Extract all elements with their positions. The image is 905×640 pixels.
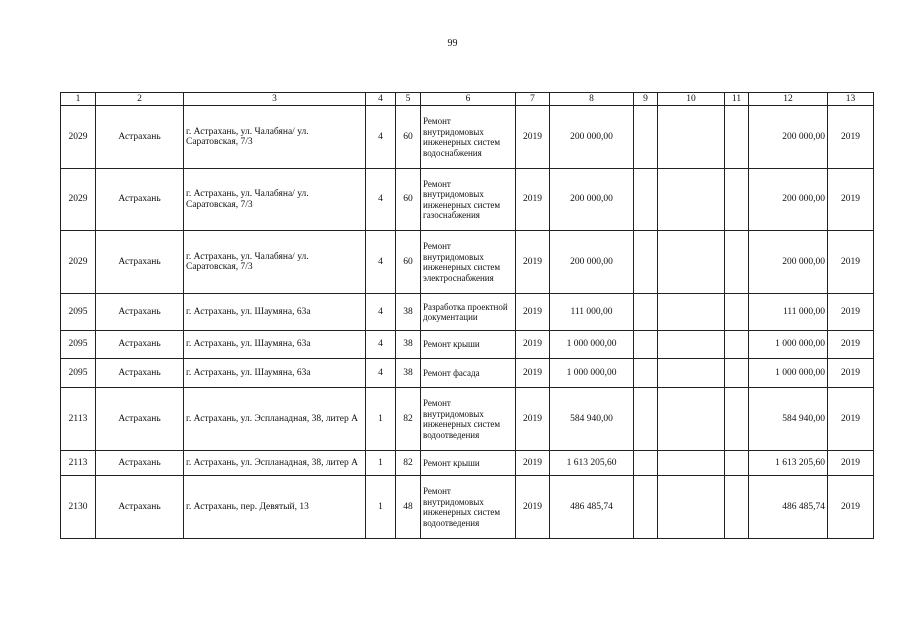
year-cell: 2019 [516, 476, 550, 539]
col10-cell [658, 331, 725, 359]
year-cell: 2019 [516, 294, 550, 331]
work-type-cell: Ремонт крыши [421, 331, 516, 359]
col4-cell: 4 [366, 294, 396, 331]
total-amount-cell: 1 000 000,00 [749, 359, 828, 388]
col5-cell: 60 [396, 231, 421, 294]
address-cell: г. Астрахань, ул. Эспланадная, 38, литер А [184, 388, 366, 451]
amount-cell: 1 613 205,60 [550, 451, 634, 476]
column-header: 1 [61, 93, 96, 106]
col10-cell [658, 231, 725, 294]
col4-cell: 4 [366, 106, 396, 169]
year-cell: 2019 [516, 359, 550, 388]
city-cell: Астрахань [96, 294, 184, 331]
address-cell: г. Астрахань, ул. Шаумяна, 63а [184, 294, 366, 331]
year-end-cell: 2019 [828, 106, 874, 169]
total-amount-cell: 486 485,74 [749, 476, 828, 539]
city-cell: Астрахань [96, 476, 184, 539]
amount-cell: 200 000,00 [550, 106, 634, 169]
table-row [61, 359, 874, 388]
col10-cell [658, 388, 725, 451]
col9-cell [634, 359, 658, 388]
year-end-cell: 2019 [828, 169, 874, 231]
row-id-cell: 2113 [61, 388, 96, 451]
table-row [61, 451, 874, 476]
col11-cell [725, 451, 749, 476]
table-row [61, 388, 874, 451]
col11-cell [725, 294, 749, 331]
work-type-cell: Ремонт внутридомовых инженерных систем водоотведения [421, 476, 516, 539]
city-cell: Астрахань [96, 106, 184, 169]
col4-cell: 4 [366, 359, 396, 388]
col9-cell [634, 106, 658, 169]
column-header: 2 [96, 93, 184, 106]
city-cell: Астрахань [96, 169, 184, 231]
column-number-row [61, 93, 874, 106]
address-cell: г. Астрахань, ул. Чалабяна/ ул. Саратовская, 7/3 [184, 169, 366, 231]
amount-cell: 200 000,00 [550, 231, 634, 294]
city-cell: Астрахань [96, 359, 184, 388]
year-end-cell: 2019 [828, 331, 874, 359]
address-cell: г. Астрахань, ул. Эспланадная, 38, литер А [184, 451, 366, 476]
col9-cell [634, 331, 658, 359]
col11-cell [725, 359, 749, 388]
total-amount-cell: 111 000,00 [749, 294, 828, 331]
col10-cell [658, 169, 725, 231]
column-header: 13 [828, 93, 874, 106]
repair-program-table [60, 92, 874, 539]
col9-cell [634, 231, 658, 294]
year-cell: 2019 [516, 106, 550, 169]
amount-cell: 200 000,00 [550, 169, 634, 231]
col5-cell: 60 [396, 169, 421, 231]
col10-cell [658, 106, 725, 169]
column-header: 3 [184, 93, 366, 106]
col10-cell [658, 359, 725, 388]
address-cell: г. Астрахань, ул. Шаумяна, 63а [184, 331, 366, 359]
col9-cell [634, 476, 658, 539]
table-row [61, 106, 874, 169]
work-type-cell: Ремонт внутридомовых инженерных систем водоотведения [421, 388, 516, 451]
table-row [61, 231, 874, 294]
col11-cell [725, 106, 749, 169]
col11-cell [725, 169, 749, 231]
row-id-cell: 2095 [61, 294, 96, 331]
amount-cell: 486 485,74 [550, 476, 634, 539]
row-id-cell: 2029 [61, 106, 96, 169]
col5-cell: 82 [396, 451, 421, 476]
table-row [61, 294, 874, 331]
amount-cell: 584 940,00 [550, 388, 634, 451]
address-cell: г. Астрахань, пер. Девятый, 13 [184, 476, 366, 539]
row-id-cell: 2130 [61, 476, 96, 539]
column-header: 7 [516, 93, 550, 106]
column-header: 9 [634, 93, 658, 106]
year-cell: 2019 [516, 169, 550, 231]
table-row [61, 331, 874, 359]
address-cell: г. Астрахань, ул. Шаумяна, 63а [184, 359, 366, 388]
row-id-cell: 2113 [61, 451, 96, 476]
year-cell: 2019 [516, 331, 550, 359]
total-amount-cell: 200 000,00 [749, 231, 828, 294]
col9-cell [634, 451, 658, 476]
work-type-cell: Ремонт фасада [421, 359, 516, 388]
year-end-cell: 2019 [828, 359, 874, 388]
year-cell: 2019 [516, 451, 550, 476]
col11-cell [725, 388, 749, 451]
work-type-cell: Разработка проектной документации [421, 294, 516, 331]
col10-cell [658, 451, 725, 476]
row-id-cell: 2095 [61, 331, 96, 359]
row-id-cell: 2095 [61, 359, 96, 388]
year-cell: 2019 [516, 388, 550, 451]
amount-cell: 1 000 000,00 [550, 331, 634, 359]
column-header: 11 [725, 93, 749, 106]
col4-cell: 1 [366, 388, 396, 451]
year-end-cell: 2019 [828, 388, 874, 451]
address-cell: г. Астрахань, ул. Чалабяна/ ул. Саратовская, 7/3 [184, 106, 366, 169]
column-header: 6 [421, 93, 516, 106]
table-row [61, 169, 874, 231]
year-end-cell: 2019 [828, 294, 874, 331]
col4-cell: 1 [366, 476, 396, 539]
work-type-cell: Ремонт внутридомовых инженерных систем электроснабжения [421, 231, 516, 294]
col4-cell: 4 [366, 169, 396, 231]
work-type-cell: Ремонт внутридомовых инженерных систем водоснабжения [421, 106, 516, 169]
column-header: 12 [749, 93, 828, 106]
col4-cell: 4 [366, 231, 396, 294]
work-type-cell: Ремонт внутридомовых инженерных систем газоснабжения [421, 169, 516, 231]
col9-cell [634, 169, 658, 231]
column-header: 5 [396, 93, 421, 106]
year-cell: 2019 [516, 231, 550, 294]
amount-cell: 111 000,00 [550, 294, 634, 331]
city-cell: Астрахань [96, 388, 184, 451]
col4-cell: 1 [366, 451, 396, 476]
col11-cell [725, 331, 749, 359]
year-end-cell: 2019 [828, 451, 874, 476]
row-id-cell: 2029 [61, 231, 96, 294]
total-amount-cell: 1 000 000,00 [749, 331, 828, 359]
col5-cell: 38 [396, 359, 421, 388]
col5-cell: 38 [396, 294, 421, 331]
total-amount-cell: 584 940,00 [749, 388, 828, 451]
amount-cell: 1 000 000,00 [550, 359, 634, 388]
col9-cell [634, 294, 658, 331]
total-amount-cell: 200 000,00 [749, 169, 828, 231]
city-cell: Астрахань [96, 331, 184, 359]
column-header: 4 [366, 93, 396, 106]
col11-cell [725, 476, 749, 539]
year-end-cell: 2019 [828, 476, 874, 539]
column-header: 10 [658, 93, 725, 106]
col11-cell [725, 231, 749, 294]
column-header: 8 [550, 93, 634, 106]
year-end-cell: 2019 [828, 231, 874, 294]
page-number: 99 [447, 38, 458, 49]
col5-cell: 38 [396, 331, 421, 359]
total-amount-cell: 1 613 205,60 [749, 451, 828, 476]
total-amount-cell: 200 000,00 [749, 106, 828, 169]
city-cell: Астрахань [96, 231, 184, 294]
col9-cell [634, 388, 658, 451]
city-cell: Астрахань [96, 451, 184, 476]
col5-cell: 48 [396, 476, 421, 539]
work-type-cell: Ремонт крыши [421, 451, 516, 476]
col10-cell [658, 294, 725, 331]
table-row [61, 476, 874, 539]
col5-cell: 60 [396, 106, 421, 169]
col5-cell: 82 [396, 388, 421, 451]
address-cell: г. Астрахань, ул. Чалабяна/ ул. Саратовская, 7/3 [184, 231, 366, 294]
col10-cell [658, 476, 725, 539]
row-id-cell: 2029 [61, 169, 96, 231]
col4-cell: 4 [366, 331, 396, 359]
